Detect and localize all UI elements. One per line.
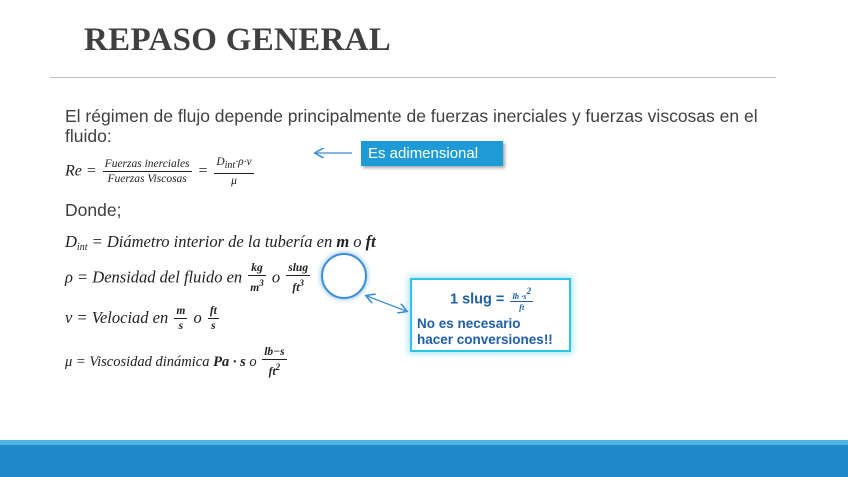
dint-subscript: int [76, 242, 88, 253]
velocity-imp-num: ft [209, 305, 217, 317]
velocity-si-den: s [178, 320, 184, 332]
donde-label: Donde; [65, 200, 122, 220]
slug-label: 1 slug = [450, 291, 505, 308]
rho-imp-num: slug [288, 262, 309, 274]
equation-lhs: Re = [65, 162, 97, 180]
dint-unit-m: m [336, 232, 350, 251]
rho-si-den-base: m [250, 282, 260, 294]
dint-text: = Diámetro interior de la tubería en [87, 232, 337, 251]
dimensionless-badge: Es adimensional [361, 141, 503, 166]
page-title: REPASO GENERAL [84, 22, 392, 58]
viscosity-or: o [249, 353, 257, 370]
velocity-si-num: m [176, 305, 186, 317]
viscosity-imp-den-base: ft [268, 366, 276, 378]
forces-denominator: Fuerzas Viscosas [107, 173, 187, 185]
variables-denominator: μ [231, 175, 237, 187]
rho-si-den-exp: 3 [259, 278, 264, 288]
rho-imp-den-exp: 3 [299, 278, 304, 288]
slug-num-exp: 2 [526, 286, 532, 296]
forces-numerator: Fuerzas inerciales [104, 158, 190, 170]
d-symbol: D [216, 156, 225, 168]
dint-or: o [349, 232, 366, 251]
velocity-text: v = Velociad en [65, 307, 169, 327]
d-subscript: int [224, 160, 236, 171]
note-line-2: hacer conversiones!! [417, 332, 553, 347]
rho-text: ρ = Densidad del fluido en [65, 267, 243, 287]
velocity-imp-den: s [211, 320, 216, 332]
intro-paragraph: El régimen de flujo depende principalmente de fuerzas inerciales y fuerzas viscosas en el fluido: [65, 106, 758, 146]
rho-or: o [271, 267, 281, 287]
velocity-or: o [193, 307, 202, 327]
equation-equals: = [197, 162, 209, 180]
slug-fraction-den: ft [519, 302, 525, 312]
slug-num-base: lb ·s [512, 291, 527, 301]
footer-accent [0, 440, 848, 445]
viscosity-imp-den-exp: 2 [275, 362, 281, 372]
rho-imp-den-base: ft [292, 282, 300, 294]
slug-arrow [367, 296, 406, 311]
rho-v: ·ρ·v [235, 156, 252, 168]
viscosity-imp-num: lb−s [264, 346, 285, 358]
viscosity-text: μ = Viscosidad dinámica [65, 353, 214, 370]
dint-symbol: D [65, 232, 77, 251]
footer-bar [0, 440, 848, 477]
viscosity-unit-si: Pa · s [213, 353, 246, 370]
rho-si-num: kg [248, 261, 265, 276]
note-line-1: No es necesario [417, 316, 521, 331]
dint-unit-ft: ft [365, 232, 376, 251]
